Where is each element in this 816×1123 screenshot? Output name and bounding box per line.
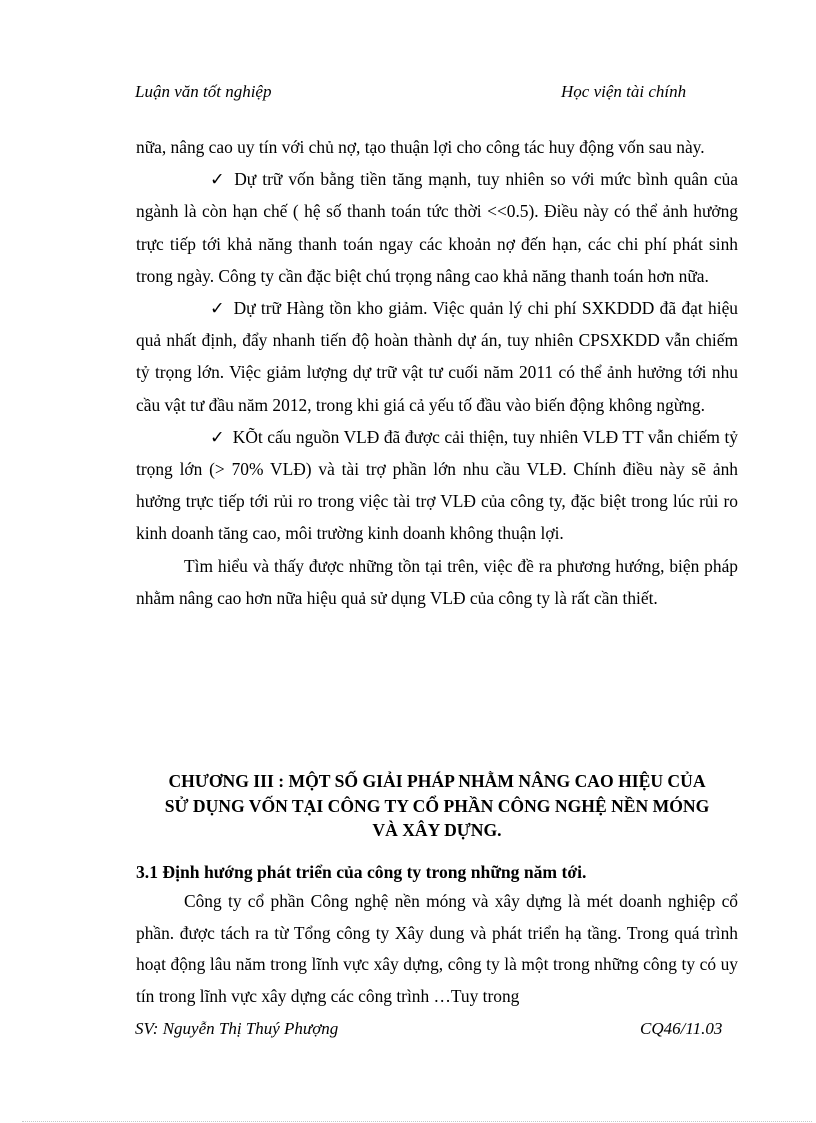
check-icon: ✓ <box>210 426 225 447</box>
check-icon: ✓ <box>210 298 226 319</box>
page-bottom-divider <box>22 1121 812 1122</box>
bullet-paragraph <box>136 421 738 550</box>
chapter-heading <box>136 769 738 843</box>
chapter-heading-line: CHƯƠNG III : MỘT SỐ GIẢI PHÁP NHẰM NÂNG CAO HIỆU CỦA <box>168 771 706 791</box>
paragraph: Công ty cổ phần Công nghệ nền móng và xây dựng là mét doanh nghiệp cổ phần. được tách ra từ Tổng công ty Xây dung và phát triển hạ tầng. Trong quá trình hoạt động lâu năm trong lĩnh vực xây dựng, công ty là một trong những công ty có uy tín trong lĩnh vực xây dựng các công trình …Tuy trong <box>136 891 738 1006</box>
bullet-text: Dự trữ vốn bằng tiền tăng mạnh, tuy nhiên so với mức bình quân của ngành là còn hạn chế ( hệ số thanh toán tức thời <<0.5). Điều này có thể ảnh hưởng trực tiếp tới khả năng thanh toán ngay các khoản nợ đến hạn, các chi phí phát sinh trong ngày. Công ty cần đặc biệt chú trọng nâng cao khả năng thanh toán hơn nữa. <box>136 169 738 286</box>
body-text <box>136 131 738 614</box>
paragraph: Tìm hiểu và thấy được những tồn tại trên, việc đề ra phương hướng, biện pháp nhằm nâng cao hơn nữa hiệu quả sử dụng VLĐ của công ty là rất cần thiết. <box>136 555 738 608</box>
chapter-heading-line: VÀ XÂY DỰNG. <box>372 820 502 840</box>
paragraph: nữa, nâng cao uy tín với chủ nợ, tạo thuận lợi cho công tác huy động vốn sau này. <box>136 137 705 157</box>
header-left: Luận văn tốt nghiệp <box>135 82 272 101</box>
section-body <box>136 886 738 1012</box>
section-heading: 3.1 Định hướng phát triển của công ty trong những năm tới. <box>136 862 587 882</box>
bullet-paragraph <box>136 163 738 292</box>
header-right: Học viện tài chính <box>561 82 687 101</box>
check-icon: ✓ <box>210 169 227 190</box>
chapter-heading-line: SỬ DỤNG VỐN TẠI CÔNG TY CỔ PHẦN CÔNG NGHỆ NỀN MÓNG <box>164 795 710 816</box>
footer-left: SV: Nguyễn Thị Thuý Phượng <box>135 1019 339 1038</box>
bullet-text: Dự trữ Hàng tồn kho giảm. Việc quản lý chi phí SXKDDD đã đạt hiệu quả nhất định, đẩy nhanh tiến độ hoàn thành dự án, tuy nhiên CPSXKDD vẫn chiếm tỷ trọng lớn. Việc giảm lượng dự trữ vật tư cuối năm 2011 có thể ảnh hưởng tới nhu cầu vật tư đầu năm 2012, trong khi giá cả yếu tố đầu vào biến động không ngừng. <box>136 298 738 415</box>
footer-right: CQ46/11.03 <box>640 1019 723 1038</box>
bullet-paragraph <box>136 292 738 421</box>
bullet-text: KÕt cấu nguồn VLĐ đã được cải thiện, tuy nhiên VLĐ TT vẫn chiếm tỷ trọng lớn (> 70% VLĐ) và tài trợ phần lớn nhu cầu VLĐ. Chính điều này sẽ ảnh hưởng trực tiếp tới rủi ro trong việc tài trợ VLĐ của công ty, đặc biệt trong lúc rủi ro kinh doanh tăng cao, môi trường kinh doanh không thuận lợi. <box>136 426 738 544</box>
